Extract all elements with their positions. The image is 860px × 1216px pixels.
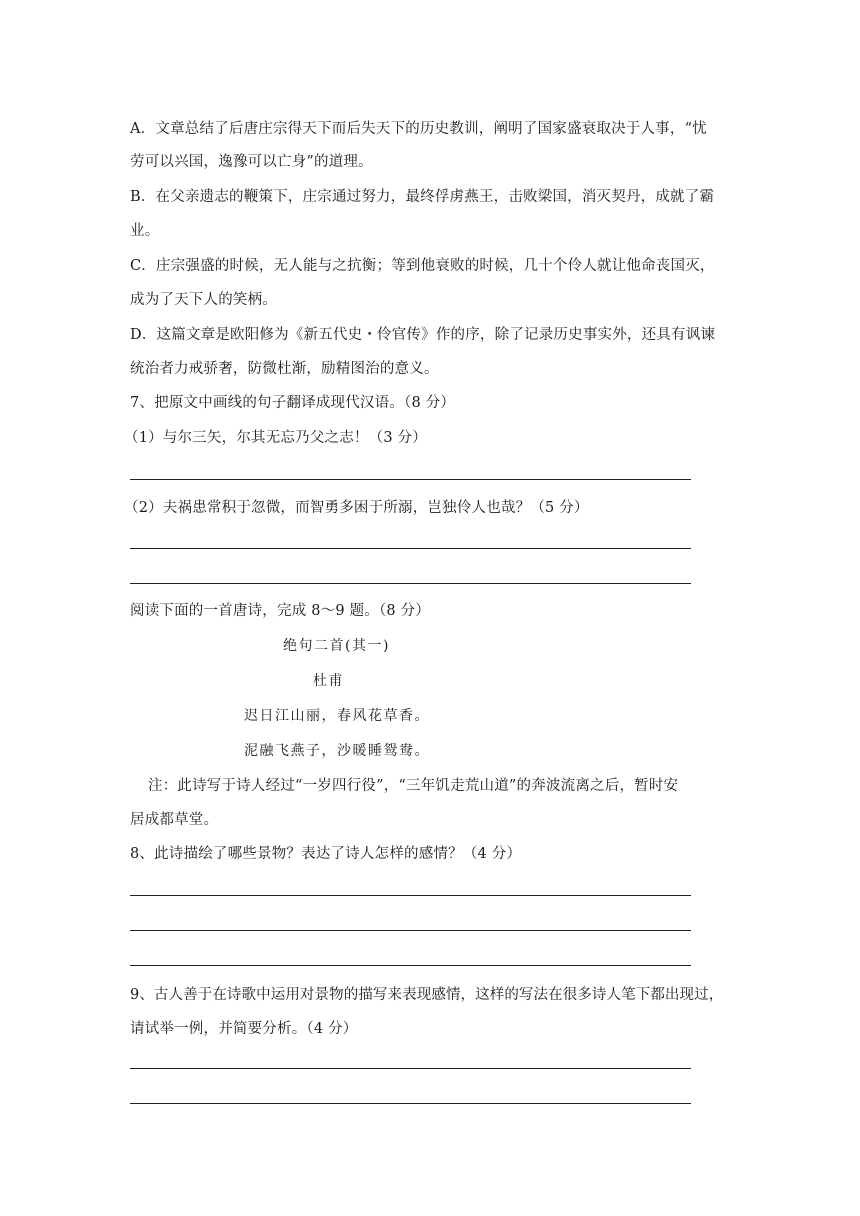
question-7-sub2: （2）夫祸患常积于忽微，而智勇多困于所溺，岂独伶人也哉？（5 分） — [124, 500, 589, 516]
poem-note-line1: 注：此诗写于诗人经过“一岁四行役”，“三年饥走荒山道”的奔波流离之后，暂时安 — [148, 778, 679, 794]
poem-line-1: 迟日江山丽，春风花草香。 — [244, 708, 430, 724]
option-b-line1: B．在父亲遗志的鞭策下，庄宗通过努力，最终俘虏燕王，击败梁国，消灭契丹，成就了霸 — [130, 189, 715, 205]
question-7-stem: 7、把原文中画线的句子翻译成现代汉语。（8 分） — [130, 395, 456, 411]
question-9-line1: 9、古人善于在诗歌中运用对景物的描写来表现感情，这样的写法在很多诗人笔下都出现过， — [130, 987, 724, 1003]
answer-line[interactable] — [130, 895, 691, 896]
reading-intro: 阅读下面的一首唐诗，完成 8～9 题。（8 分） — [130, 603, 431, 619]
answer-line[interactable] — [130, 965, 691, 966]
option-d-line1: D．这篇文章是欧阳修为《新五代史・伶官传》作的序，除了记录历史事实外，还具有讽谏 — [130, 327, 716, 343]
option-d-line2: 统治者力戒骄奢，防微杜渐，励精图治的意义。 — [130, 361, 439, 377]
answer-line[interactable] — [130, 583, 691, 584]
answer-line[interactable] — [130, 930, 691, 931]
option-c-line2: 成为了天下人的笑柄。 — [130, 292, 277, 308]
question-8: 8、此诗描绘了哪些景物？表达了诗人怎样的感情？（4 分） — [130, 846, 522, 862]
poem-author: 杜甫 — [313, 673, 344, 689]
option-a-line2: 劳可以兴国，逸豫可以亡身”的道理。 — [130, 154, 373, 170]
option-b-line2: 业。 — [130, 223, 160, 239]
answer-line[interactable] — [130, 479, 691, 480]
poem-line-2: 泥融飞燕子，沙暖睡鸳鸯。 — [244, 743, 430, 759]
option-c-line1: C．庄宗强盛的时候，无人能与之抗衡；等到他衰败的时候，几十个伶人就让他命丧国灭， — [130, 258, 715, 274]
poem-title: 绝句二首(其一) — [283, 638, 390, 654]
poem-note-line2: 居成都草堂。 — [130, 812, 219, 828]
answer-line[interactable] — [130, 548, 691, 549]
answer-line[interactable] — [130, 1103, 691, 1104]
option-a-line1: A．文章总结了后唐庄宗得天下而后失天下的历史教训，阐明了国家盛衰取决于人事，“忧 — [130, 121, 707, 137]
answer-line[interactable] — [130, 1068, 691, 1069]
question-7-sub1: （1）与尔三矢，尔其无忘乃父之志！（3 分） — [124, 430, 427, 446]
question-9-line2: 请试举一例，并简要分析。（4 分） — [130, 1021, 358, 1037]
